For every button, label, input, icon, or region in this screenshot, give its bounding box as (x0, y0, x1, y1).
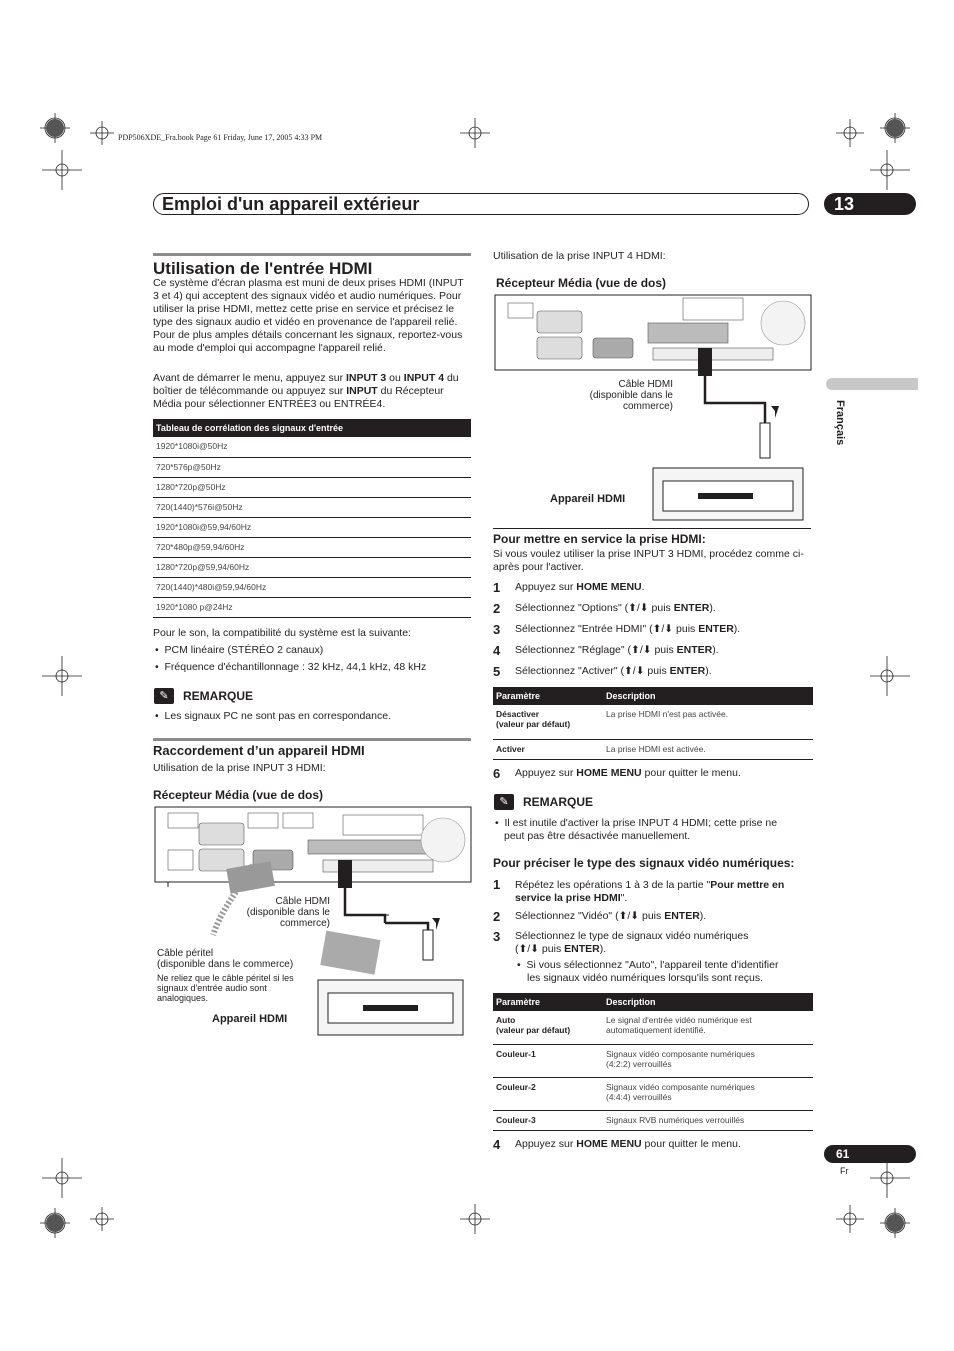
step-bullet: les signaux vidéo numériques lorsqu'ils sont reçus. (527, 972, 764, 984)
step-number: 4 (493, 1137, 501, 1152)
table-row (153, 557, 471, 577)
table-row (153, 457, 471, 477)
section-title-hdmi: Utilisation de l'entrée HDMI (153, 259, 373, 278)
hdmi-setting-table (493, 687, 813, 760)
step-text: Sélectionnez le type de signaux vidéo numériques (515, 930, 749, 942)
video-type-table (493, 993, 813, 1131)
hdmi-device-label-right: Appareil HDMI (550, 493, 626, 505)
table-row (153, 477, 471, 497)
step-text: Sélectionnez "Réglage" (⬆/⬇ puis ENTER). (515, 644, 719, 656)
section-rule (153, 253, 471, 256)
step-text: Sélectionnez "Vidéo" (⬆/⬇ puis ENTER). (515, 910, 707, 922)
note-text: peut pas être désactivée manuellement. (504, 830, 691, 842)
step-number: 4 (493, 643, 501, 658)
receiver-label: Récepteur Média (vue de dos) (153, 788, 324, 802)
table-header-desc: Description (603, 687, 813, 705)
step-text: Appuyez sur HOME MENU pour quitter le menu. (515, 1138, 741, 1150)
table-row (493, 1011, 813, 1044)
param-cell: Couleur-1 (493, 1044, 603, 1077)
step-text: (⬆/⬇ puis ENTER). (515, 943, 607, 955)
file-info: PDP506XDE_Fra.book Page 61 Friday, June 17, 2005 4:33 PM (118, 133, 323, 142)
param-cell: Couleur-2 (493, 1077, 603, 1110)
step-text: Appuyez sur HOME MENU. (515, 581, 645, 593)
peritel-cable-caption: Câble péritel (disponible dans le commerce) (157, 948, 294, 970)
desc-cell: Signaux vidéo composante numériques (4:4:4) verrouillés (603, 1077, 813, 1110)
table-row (493, 1044, 813, 1077)
note-label: REMARQUE (183, 689, 254, 703)
enable-title: Pour mettre en service la prise HDMI: (493, 532, 706, 546)
table-row (153, 597, 471, 617)
step-text: Appuyez sur HOME MENU pour quitter le menu. (515, 767, 741, 779)
intro-paragraph: Ce système d'écran plasma est muni de deux prises HDMI (INPUT 3 et 4) qui acceptent des signaux vidéo et audio numériques. Pour utiliser la prise HDMI, mettez cette prise en service et précisez le type des signaux audio et vidéo en provenance de l'appareil relié. Pour de plus amples détails concernant les signaux, reportez-vous au mode d'emploi qui accompagne l'appareil relié. (153, 277, 464, 354)
language-tab (826, 378, 918, 390)
signal-format: 1280*720p@59,94/60Hz (153, 557, 471, 577)
chapter-title: Emploi d'un appareil extérieur (162, 194, 420, 214)
note-icon: ✎ (494, 794, 514, 810)
section-rule (153, 738, 471, 741)
step-number: 3 (493, 622, 501, 637)
desc-cell: Signaux vidéo composante numériques (4:2:2) verrouillés (603, 1044, 813, 1077)
chapter-number: 13 (824, 193, 916, 215)
peritel-note: Ne reliez que le câble péritel si les signaux d'entrée audio sont analogiques. (157, 973, 294, 1003)
param-cell: Auto (valeur par défaut) (493, 1011, 603, 1044)
table-header-desc: Description (603, 993, 813, 1011)
hdmi-device-label: Appareil HDMI (212, 1013, 288, 1025)
section-title-connection: Raccordement d’un appareil HDMI (153, 743, 365, 758)
step-number: 3 (493, 929, 501, 944)
language-label: Français (834, 400, 846, 446)
signal-table (153, 419, 471, 618)
step-text: Sélectionnez "Activer" (⬆/⬇ puis ENTER). (515, 665, 712, 677)
step-text: Répétez les opérations 1 à 3 de la partie "Pour mettre en service la prise HDMI". (515, 879, 785, 904)
video-title: Pour préciser le type des signaux vidéo numériques: (493, 856, 795, 870)
desc-cell: Signaux RVB numériques verrouillés (603, 1110, 813, 1130)
signal-table-header: Tableau de corrélation des signaux d'entrée (153, 419, 471, 437)
step-number: 1 (493, 877, 501, 892)
step-number: 6 (493, 766, 501, 781)
desc-cell: Le signal d'entrée vidéo numérique est automatiquement identifié. (603, 1011, 813, 1044)
table-header-param: Paramètre (493, 993, 603, 1011)
note-label: REMARQUE (523, 795, 594, 809)
table-row (493, 1110, 813, 1130)
input4-text: Utilisation de la prise INPUT 4 HDMI: (493, 250, 666, 262)
table-row: Désactiver (valeur par défaut) La prise HDMI n'est pas activée. (493, 705, 813, 739)
signal-format: 1920*1080i@59,94/60Hz (153, 517, 471, 537)
note-text: • Il est inutile d'activer la prise INPUT 4 HDMI; cette prise ne (495, 817, 778, 829)
note-icon: ✎ (154, 688, 174, 704)
sound-intro: Pour le son, la compatibilité du système est la suivante: (153, 627, 411, 639)
step-number: 1 (493, 580, 501, 595)
table-row (153, 537, 471, 557)
step-number: 2 (493, 601, 501, 616)
signal-format: 720(1440)*576i@50Hz (153, 497, 471, 517)
sound-bullet: • Fréquence d'échantillonnage : 32 kHz, 44,1 kHz, 48 kHz (155, 661, 427, 673)
signal-format: 720*480p@59,94/60Hz (153, 537, 471, 557)
hdmi-cable-caption: Câble HDMI (disponible dans le commerce) (246, 896, 330, 929)
step-text: Sélectionnez "Options" (⬆/⬇ puis ENTER). (515, 602, 716, 614)
step-number: 2 (493, 909, 501, 924)
signal-format: 720*576p@50Hz (153, 457, 471, 477)
table-row (153, 437, 471, 457)
divider (493, 528, 811, 529)
hdmi-cable-caption-right: Câble HDMI (disponible dans le commerce) (589, 379, 673, 412)
table-row (153, 577, 471, 597)
input3-text: Utilisation de la prise INPUT 3 HDMI: (153, 762, 326, 774)
page-lang: Fr (840, 1166, 849, 1176)
page-number: 61 (824, 1145, 916, 1163)
note-text: • Les signaux PC ne sont pas en correspondance. (155, 710, 391, 722)
table-row: Activer La prise HDMI est activée. (493, 739, 813, 759)
param-cell: Couleur-3 (493, 1110, 603, 1130)
table-header-param: Paramètre (493, 687, 603, 705)
enable-intro: Si vous voulez utiliser la prise INPUT 3 HDMI, procédez comme ci-après pour l'activer. (493, 548, 804, 573)
step-bullet: • Si vous sélectionnez "Auto", l'appareil tente d'identifier (517, 959, 779, 971)
signal-format: 1280*720p@50Hz (153, 477, 471, 497)
receiver-label-right: Récepteur Média (vue de dos) (496, 276, 667, 290)
step-number: 5 (493, 664, 501, 679)
table-row (153, 497, 471, 517)
sound-bullet: • PCM linéaire (STÉRÉO 2 canaux) (155, 644, 324, 656)
signal-format: 720(1440)*480i@59,94/60Hz (153, 577, 471, 597)
signal-format: 1920*1080i@50Hz (153, 437, 471, 457)
before-menu-paragraph: Avant de démarrer le menu, appuyez sur INPUT 3 ou INPUT 4 du boîtier de télécommande ou appuyez sur INPUT du Récepteur Média pour sélectionner ENTRÉE3 ou ENTRÉE4. (153, 372, 459, 410)
table-row (153, 517, 471, 537)
signal-format: 1920*1080 p@24Hz (153, 597, 471, 617)
table-row (493, 1077, 813, 1110)
step-text: Sélectionnez "Entrée HDMI" (⬆/⬇ puis ENTER). (515, 623, 741, 635)
